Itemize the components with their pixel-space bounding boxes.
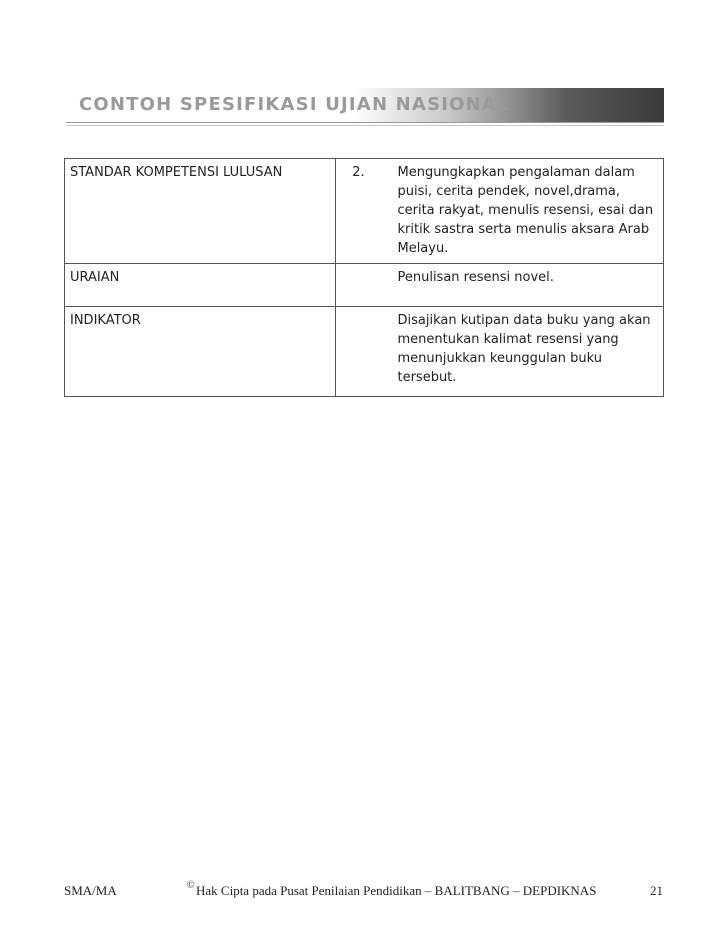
row-number	[336, 264, 394, 307]
page-number: 21	[650, 883, 663, 898]
row-content: Disajikan kutipan data buku yang akan menentukan kalimat resensi yang menunjukkan keunggulan buku tersebut.	[393, 307, 663, 397]
row-content: Mengungkapkan pengalaman dalam puisi, cerita pendek, novel,drama, cerita rakyat, menulis resensi, esai dan kritik sastra serta menulis aksara Arab Melayu.	[393, 159, 663, 264]
footer-school-level: SMA/MA	[64, 883, 117, 898]
table-row	[65, 159, 664, 264]
table-row	[65, 264, 664, 307]
table-row	[65, 307, 664, 397]
row-label: INDIKATOR	[65, 307, 336, 397]
row-label: URAIAN	[65, 264, 336, 307]
row-number: 2.	[336, 159, 394, 264]
copyright-symbol: ©	[187, 880, 195, 891]
specification-table	[64, 158, 664, 397]
row-label: STANDAR KOMPETENSI LULUSAN	[65, 159, 336, 264]
header-rule-secondary	[66, 125, 664, 126]
page-title: CONTOH SPESIFIKASI UJIAN NASIONAL	[79, 94, 510, 115]
header-rule	[66, 122, 664, 123]
row-number	[336, 307, 394, 397]
row-content: Penulisan resensi novel.	[393, 264, 663, 307]
footer-copyright-text: Hak Cipta pada Pusat Penilaian Pendidikan – BALITBANG – DEPDIKNAS	[196, 883, 597, 898]
